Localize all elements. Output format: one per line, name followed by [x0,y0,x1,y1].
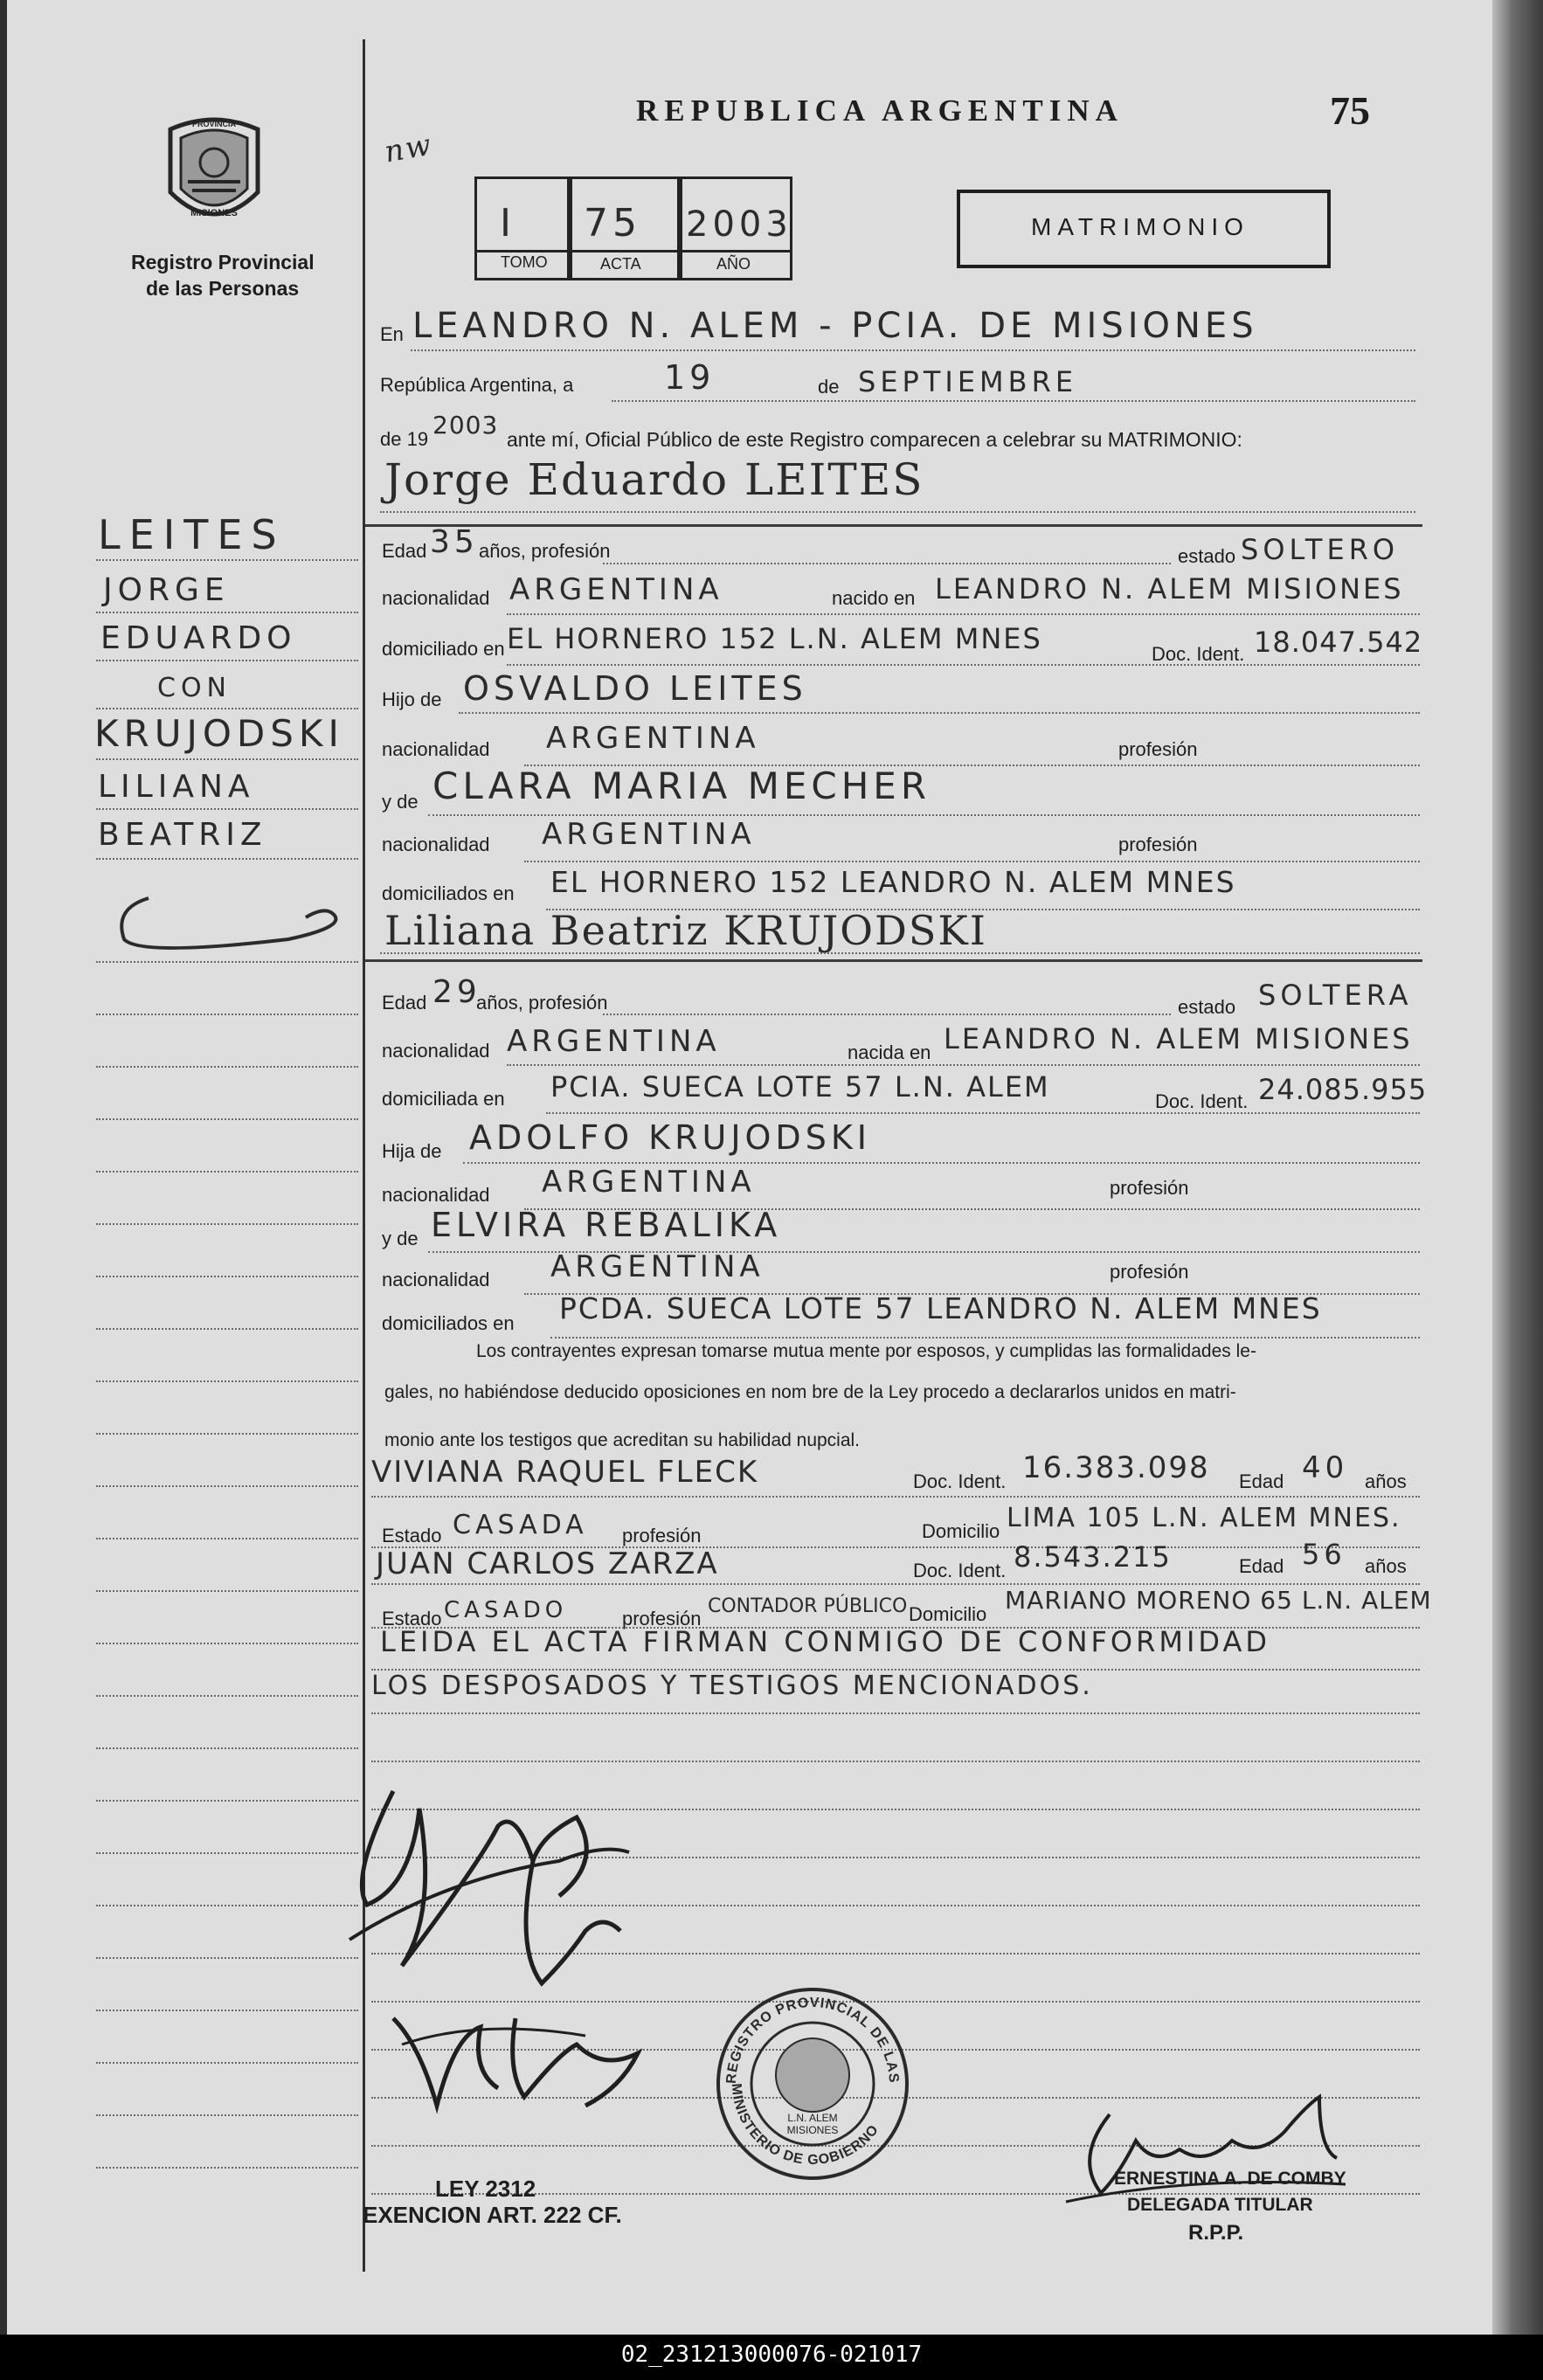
groom-estado-label: estado [1178,545,1236,567]
page-number: 75 [1330,88,1370,133]
legal-line1: LEY 2312 [435,2176,536,2202]
seal-top-text: PROVINCIA [191,120,237,128]
preamble-statement: ante mí, Oficial Público de este Registro comparecen a celebrar su MATRIMONIO: [507,428,1242,451]
legal-line2: EXENCION ART. 222 CF. [363,2202,622,2228]
de19-label: de 19 [380,428,429,450]
witness2-edad: 56 [1302,1538,1346,1571]
groom-doc: 18.047.542 [1254,626,1423,659]
groom-anos-profesion-label: años, profesión [479,540,611,562]
witness1-edad: 40 [1302,1450,1349,1485]
witness2-profesion: CONTADOR PÚBLICO [708,1595,908,1617]
bride-edad-label: Edad [382,992,427,1014]
bride-doc-label: Doc. Ident. [1155,1090,1249,1112]
bride-anos-profesion-label: años, profesión [476,992,608,1014]
bride-nacida-label: nacida en [848,1041,931,1063]
wedding-year: 2003 [432,411,499,439]
witness2-domicilio: MARIANO MORENO 65 L.N. ALEM [1005,1586,1432,1615]
wedding-month: SEPTIEMBRE [858,365,1078,398]
stamp-center-1: L.N. ALEM [787,2112,838,2124]
bride-father-prof-label: profesión [1110,1177,1189,1199]
witness1-domicilio: LIMA 105 L.N. ALEM MNES. [1007,1503,1401,1533]
anio-label: AÑO [716,255,751,273]
margin-name-4: CON [157,673,232,703]
stamp-center-2: MISIONES [786,2124,839,2136]
witness1-estado-label: Estado [382,1525,442,1546]
groom-nacionalidad-label: nacionalidad [382,587,490,609]
bride-domiciliados-label: domiciliados en [382,1312,515,1334]
scan-id: 02_231213000076-021017 [620,2342,923,2368]
margin-name-3: EDUARDO [100,620,297,656]
bride-full-name: Liliana Beatriz KRUJODSKI [384,907,987,954]
groom-father: OSVALDO LEITES [463,669,807,708]
signatures [341,1756,673,2136]
witness1-doc: 16.383.098 [1022,1450,1210,1485]
witness1-doc-label: Doc. Ident. [913,1470,1007,1492]
groom-father-nac-label: nacionalidad [382,738,490,760]
witness2-profesion-label: profesión [622,1608,702,1629]
margin-name-7: BEATRIZ [98,817,267,853]
bride-father-nac: ARGENTINA [542,1165,756,1200]
groom-hijo-label: Hijo de [382,688,442,710]
declaration-line1: Los contrayentes expresan tomarse mutua mente por esposos, y cumplidas las formalidades le- [476,1341,1256,1361]
groom-mother-nac: ARGENTINA [542,817,756,852]
witness1-domicilio-label: Domicilio [922,1520,1000,1542]
declaration-line2: gales, no habiéndose deducido oposiciones en nom bre de la Ley procedo a declararlos unidos en matri- [384,1382,1236,1402]
groom-domiciliados: EL HORNERO 152 LEANDRO N. ALEM MNES [550,865,1236,899]
anio-value: 2003 [686,204,792,245]
groom-estado: SOLTERO [1241,533,1400,566]
witness1-profesion-label: profesión [622,1525,702,1546]
witness1-name: VIVIANA RAQUEL FLECK [371,1455,759,1490]
groom-domicilio: EL HORNERO 152 L.N. ALEM MNES [507,622,1042,655]
groom-mother-prof-label: profesión [1118,834,1198,855]
declaration-line3: monio ante los testigos que acreditan su habilidad nupcial. [384,1430,861,1450]
bride-mother: ELVIRA REBALIKA [431,1206,782,1244]
closing-line2: LOS DESPOSADOS Y TESTIGOS MENCIONADOS. [371,1671,1093,1701]
bride-nacida: LEANDRO N. ALEM MISIONES [944,1022,1413,1055]
witness2-anos-label: años [1365,1555,1407,1577]
bride-estado: SOLTERA [1258,979,1413,1012]
bride-y-de-label: y de [382,1228,419,1249]
groom-nacionalidad: ARGENTINA [509,572,723,607]
official-office: R.P.P. [1188,2221,1244,2245]
groom-doc-label: Doc. Ident. [1152,643,1245,665]
witness1-anos-label: años [1365,1470,1407,1492]
binding-shadow [1492,0,1543,2335]
bride-nacionalidad: ARGENTINA [507,1024,721,1059]
margin-name-2: JORGE [103,572,230,608]
seal-bottom-text: MISIONES [190,208,238,218]
groom-domiciliados-label: domiciliados en [382,882,515,904]
witness2-doc: 8.543.215 [1014,1540,1172,1574]
groom-domicilio-label: domiciliado en [382,638,505,660]
acta-label: ACTA [600,255,641,273]
bride-mother-nac: ARGENTINA [550,1249,765,1284]
groom-father-prof-label: profesión [1118,738,1198,760]
groom-mother: CLARA MARIA MECHER [432,765,931,807]
official-stamp [712,1983,913,2189]
bride-father-nac-label: nacionalidad [382,1184,490,1206]
witness1-estado: CASADA [453,1510,588,1540]
republica-label: República Argentina, a [380,374,574,396]
registry-seal [162,114,266,236]
official-name: ERNESTINA A. DE COMBY [1114,2169,1346,2189]
groom-mother-nac-label: nacionalidad [382,834,490,855]
bride-father: ADOLFO KRUJODSKI [469,1118,871,1157]
bride-domicilio: PCIA. SUECA LOTE 57 L.N. ALEM [550,1070,1050,1104]
place: LEANDRO N. ALEM - PCIA. DE MISIONES [412,306,1258,346]
wedding-day: 19 [664,358,716,397]
groom-nacido-label: nacido en [832,587,916,609]
acta-value: 75 [584,201,641,246]
bride-doc: 24.085.955 [1258,1073,1428,1106]
official-title: DELEGADA TITULAR [1127,2195,1313,2215]
groom-edad-label: Edad [382,540,427,562]
groom-y-de-label: y de [382,791,419,813]
bride-edad: 29 [432,974,481,1010]
groom-father-nac: ARGENTINA [546,721,760,756]
bride-domicilio-label: domiciliada en [382,1088,505,1110]
groom-edad: 35 [430,524,479,560]
witness2-name: JUAN CARLOS ZARZA [376,1546,719,1581]
bride-nacionalidad-label: nacionalidad [382,1040,490,1062]
witness2-estado-label: Estado [382,1608,442,1629]
registry-name-line2: de las Personas [146,277,300,300]
witness2-edad-label: Edad [1239,1555,1284,1577]
registry-name-line1: Registro Provincial [131,251,315,273]
bride-hija-label: Hija de [382,1140,442,1162]
initials: nw [381,127,436,170]
bride-mother-prof-label: profesión [1110,1261,1189,1283]
witness2-domicilio-label: Domicilio [909,1603,987,1625]
groom-nacido: LEANDRO N. ALEM MISIONES [935,572,1404,605]
tomo-label: TOMO [501,253,548,271]
de-label: de [818,376,840,398]
margin-name-6: LILIANA [98,769,255,805]
groom-full-name: Jorge Eduardo LEITES [384,454,924,505]
margin-name-5: KRUJODSKI [94,712,344,755]
margin-flourish [114,891,358,965]
bride-domiciliados: PCDA. SUECA LOTE 57 LEANDRO N. ALEM MNES [559,1291,1322,1325]
witness2-doc-label: Doc. Ident. [913,1560,1007,1581]
stamp-ring-bottom: MINISTERIO DE GOBIERNO [728,2082,882,2169]
scan-footer [0,2335,1543,2380]
margin-name-1: LEITES [98,511,286,558]
bride-estado-label: estado [1178,996,1236,1018]
witness1-edad-label: Edad [1239,1470,1284,1492]
tomo-value: I [500,201,515,246]
en-label: En [380,323,404,345]
act-type: MATRIMONIO [1031,213,1249,240]
country-title: REPUBLICA ARGENTINA [636,93,1124,128]
stamp-ring-text: REGISTRO PROVINCIAL DE LAS [723,1995,902,2085]
witness2-estado: CASADO [444,1597,568,1623]
closing-line1: LEIDA EL ACTA FIRMAN CONMIGO DE CONFORMIDAD [380,1625,1270,1658]
bride-mother-nac-label: nacionalidad [382,1269,490,1290]
